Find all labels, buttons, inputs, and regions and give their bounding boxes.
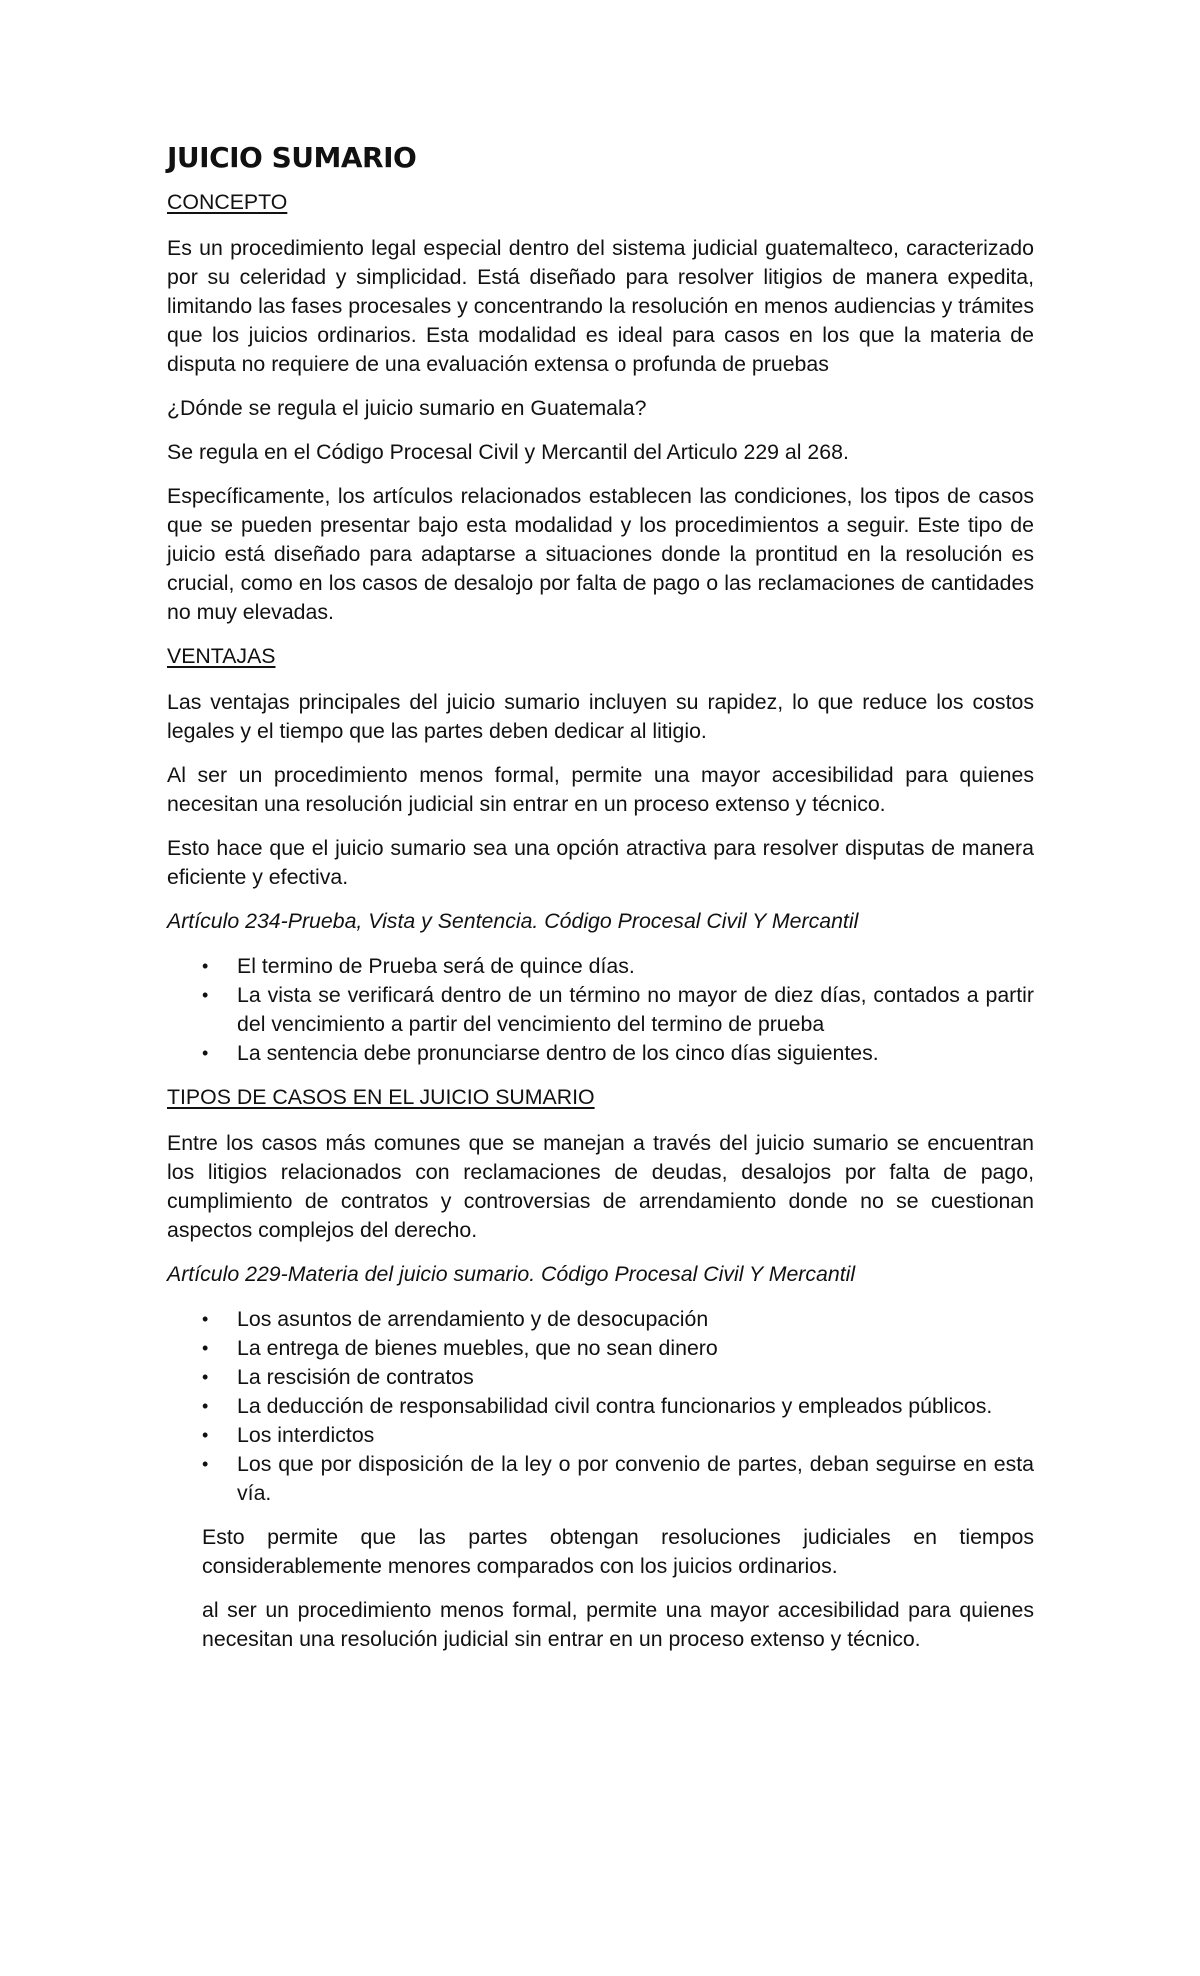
list-item-text: Los asuntos de arrendamiento y de desocupación [237,1307,709,1331]
bullet-icon: • [202,956,209,976]
heading-ventajas: VENTAJAS [167,644,276,668]
list-item [167,1305,1034,1334]
list-item-text: La vista se verificará dentro de un término no mayor de diez días, contados a partir del vencimiento a partir del vencimiento del termino de prueba [237,983,1034,1036]
article-234-citation: Artículo 234-Prueba, Vista y Sentencia. Código Procesal Civil Y Mercantil [167,909,859,933]
bullet-icon: • [202,1454,209,1474]
list-item-text: Los interdictos [237,1423,375,1447]
closing-paragraph: Esto permite que las partes obtengan resoluciones judiciales en tiempos considerablemente menores comparados con los juicios ordinarios. [202,1525,1034,1578]
ventajas-paragraph: Las ventajas principales del juicio sumario incluyen su rapidez, lo que reduce los costos legales y el tiempo que las partes deben dedicar al litigio. [167,690,1034,743]
regulation-answer: Se regula en el Código Procesal Civil y Mercantil del Articulo 229 al 268. [167,440,849,464]
bullet-icon: • [202,1425,209,1445]
list-item-text: El termino de Prueba será de quince días. [237,954,635,978]
regulation-detail: Específicamente, los artículos relacionados establecen las condiciones, los tipos de casos que se pueden presentar bajo esta modalidad y los procedimientos a seguir. Este tipo de juicio está diseñado para adaptarse a situaciones donde la prontitud en la resolución es crucial, como en los casos de desalojo por falta de pago o las reclamaciones de cantidades no muy elevadas. [167,484,1034,624]
bullet-icon: • [202,1396,209,1416]
list-item [167,981,1034,1039]
list-item-text: La deducción de responsabilidad civil contra funcionarios y empleados públicos. [237,1394,993,1418]
ventajas-paragraph: Al ser un procedimiento menos formal, permite una mayor accesibilidad para quienes necesitan una resolución judicial sin entrar en un proceso extenso y técnico. [167,763,1034,816]
list-item [167,1039,1034,1068]
bullet-icon: • [202,985,209,1005]
list-item-text: La entrega de bienes muebles, que no sean dinero [237,1336,718,1360]
list-item-text: La sentencia debe pronunciarse dentro de los cinco días siguientes. [237,1041,879,1065]
list-item [167,1450,1034,1508]
bullet-icon: • [202,1367,209,1387]
bullet-icon: • [202,1338,209,1358]
heading-tipos-de-casos: TIPOS DE CASOS EN EL JUICIO SUMARIO [167,1085,595,1109]
concepto-paragraph: Es un procedimiento legal especial dentro del sistema judicial guatemalteco, caracterizado por su celeridad y simplicidad. Está diseñado para resolver litigios de manera expedita, limitando las fases procesales y concentrando la resolución en menos audiencias y trámites que los juicios ordinarios. Esta modalidad es ideal para casos en los que la materia de disputa no requiere de una evaluación extensa o profunda de pruebas [167,236,1034,376]
closing-paragraph: al ser un procedimiento menos formal, permite una mayor accesibilidad para quienes necesitan una resolución judicial sin entrar en un proceso extenso y técnico. [202,1598,1034,1651]
list-item [167,1363,1034,1392]
list-item-text: Los que por disposición de la ley o por convenio de partes, deban seguirse en esta vía. [237,1452,1034,1505]
list-item [167,1334,1034,1363]
article-229-list [167,1305,1034,1508]
list-item [167,1421,1034,1450]
ventajas-paragraph: Esto hace que el juicio sumario sea una opción atractiva para resolver disputas de manera eficiente y efectiva. [167,836,1034,889]
list-item [167,952,1034,981]
regulation-question: ¿Dónde se regula el juicio sumario en Guatemala? [167,396,647,420]
bullet-icon: • [202,1043,209,1063]
list-item [167,1392,1034,1421]
heading-concepto: CONCEPTO [167,190,288,214]
list-item-text: La rescisión de contratos [237,1365,474,1389]
document-body [167,138,1034,1669]
tipos-paragraph: Entre los casos más comunes que se manejan a través del juicio sumario se encuentran los litigios relacionados con reclamaciones de deudas, desalojos por falta de pago, cumplimiento de contratos y controversias de arrendamiento donde no se cuestionan aspectos complejos del derecho. [167,1131,1034,1242]
document-title: JUICIO SUMARIO [167,141,417,174]
article-234-list [167,952,1034,1068]
bullet-icon: • [202,1309,209,1329]
article-229-citation: Artículo 229-Materia del juicio sumario. Código Procesal Civil Y Mercantil [167,1262,856,1286]
